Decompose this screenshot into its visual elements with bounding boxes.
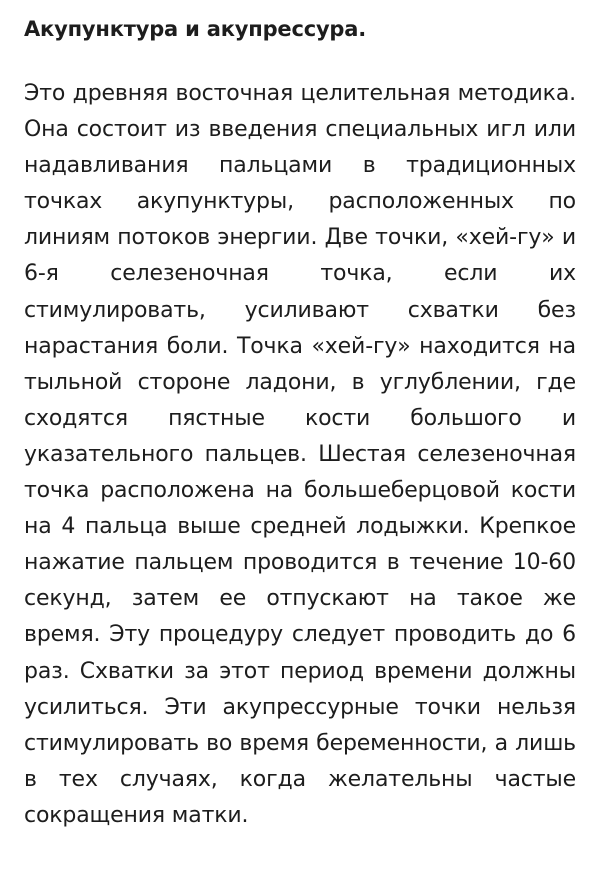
- section-title: Акупунктура и акупрессура.: [24, 17, 367, 41]
- article-paragraph: Это древняя восточная целительная методика. Она состоит из введения специальных игл или надавливания пальцами в традиционных точках акупунктуры, расположенных по линиям потоков энергии. Две точки, «хей-гу» и 6-я селезеночная точка, если их стимулировать, усиливают схватки без нарастания боли. Точка «хей-гу» находится на тыльной стороне ладони, в углублении, где сходятся пястные кости большого и указательного пальцев. Шестая селезеночная точка расположена на большеберцовой кости на 4 пальца выше средней лодыжки. Крепкое нажатие пальцем проводится в течение 10-60 секунд, затем ее отпускают на такое же время. Эту процедуру следует проводить до 6 раз. Схватки за этот период времени должны усилиться. Эти акупрессурные точки нельзя стимулировать во время беременности, а лишь в тех случаях, когда желательны частые сокращения матки.: [24, 81, 576, 828]
